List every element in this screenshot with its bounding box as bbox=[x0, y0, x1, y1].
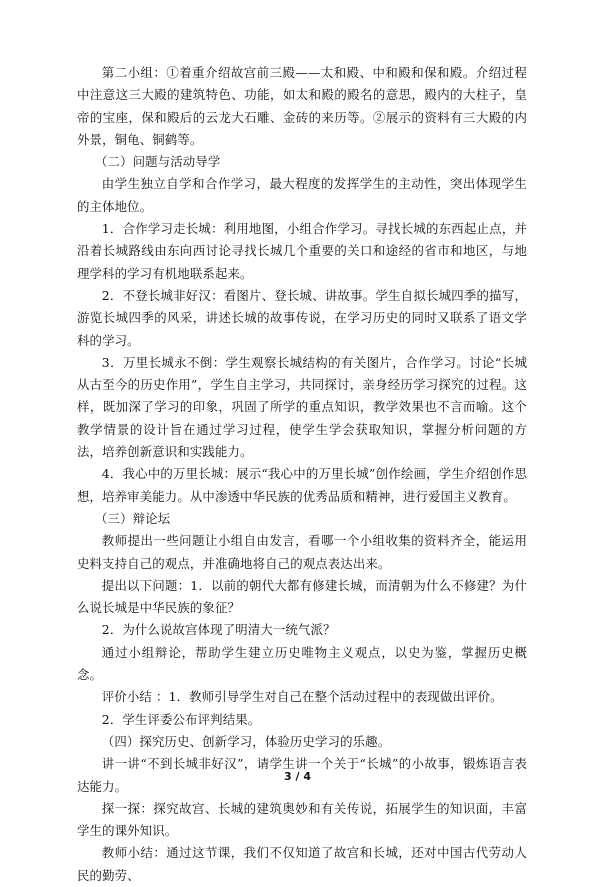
paragraph: 3．万里长城永不倒：学生观察长城结构的有关图片，合作学习。讨论“长城从古至今的历史作用”，学生自主学习，共同探讨，亲身经历学习探究的过程。这样，既加深了学习的印象，巩固了所学的重点知识，教学效果也不言而喻。这个教学情景的设计旨在通过学习过程，使学生学会获取知识，掌握分析问题的方法，培养创新意识和实践能力。 bbox=[77, 354, 527, 460]
document-body bbox=[77, 62, 527, 887]
paragraph: 2．学生评委公布评判结果。 bbox=[101, 711, 261, 727]
paragraph: 第二小组：①着重介绍故宫前三殿——太和殿、中和殿和保和殿。介绍过程中注意这三大殿的建筑特色、功能，如太和殿的殿名的意思，殿内的大柱子，皇帝的宝座，保和殿后的云龙大石雕、金砖的来历等。②展示的资料有三大殿的内外景，铜龟、铜鹤等。 bbox=[77, 65, 527, 147]
paragraph: 通过小组辩论，帮助学生建立历史唯物主义观点，以史为鉴，掌握历史概念。 bbox=[77, 644, 527, 683]
paragraph: 教师提出一些问题让小组自由发言，看哪一个小组收集的资料齐全，能运用史料支持自己的观点，并准确地将自己的观点表达出来。 bbox=[77, 533, 527, 571]
section-heading: （二）问题与活动导学 bbox=[95, 154, 221, 170]
paragraph: 2．不登长城非好汉：看图片、登长城、讲故事。学生自拟长城四季的描写，游览长城四季的风采，讲述长城的故事传说，在学习历史的同时又联系了语文学科的学习。 bbox=[77, 287, 527, 348]
paragraph: 提出以下问题：1．以前的朝代大都有修建长城，而清朝为什么不修建？为什么说长城是中华民族的象征？ bbox=[77, 577, 527, 616]
paragraph: （四）探究历史、创新学习，体验历史学习的乐趣。 bbox=[101, 733, 391, 749]
paragraph: 讲一讲“不到长城非好汉”，请学生讲一个关于“长城”的小故事，锻炼语言表达能力。 bbox=[77, 756, 527, 794]
paragraph: 2．为什么说故宫体现了明清大一统气派？ bbox=[101, 622, 336, 638]
paragraph: 评价小结 ：1．教师引导学生对自己在整个活动过程中的表现做出评价。 bbox=[101, 689, 503, 705]
section-heading: （三）辩论坛 bbox=[95, 510, 171, 526]
page-number: 3 / 4 bbox=[284, 770, 311, 783]
paragraph: 由学生独立自学和合作学习，最大程度的发挥学生的主动性，突出体现学生的主体地位。 bbox=[77, 176, 527, 214]
paragraph: 教师小结：通过这节课，我们不仅知道了故宫和长城，还对中国古代劳动人民的勤劳、 bbox=[77, 845, 527, 883]
paragraph: 1．合作学习走长城：利用地图，小组合作学习。寻找长城的东西起止点，并沿着长城路线由东向西讨论寻找长城几个重要的关口和途经的省市和地区，与地理学科的学习有机地联系起来。 bbox=[77, 221, 527, 281]
paragraph: 探一探：探究故宫、长城的建筑奥妙和有关传说，拓展学生的知识面，丰富学生的课外知识。 bbox=[77, 800, 527, 839]
paragraph: 4．我心中的万里长城：展示“我心中的万里长城”创作绘画，学生介绍创作思想，培养审美能力。从中渗透中华民族的优秀品质和精神，进行爱国主义教育。 bbox=[77, 466, 527, 504]
